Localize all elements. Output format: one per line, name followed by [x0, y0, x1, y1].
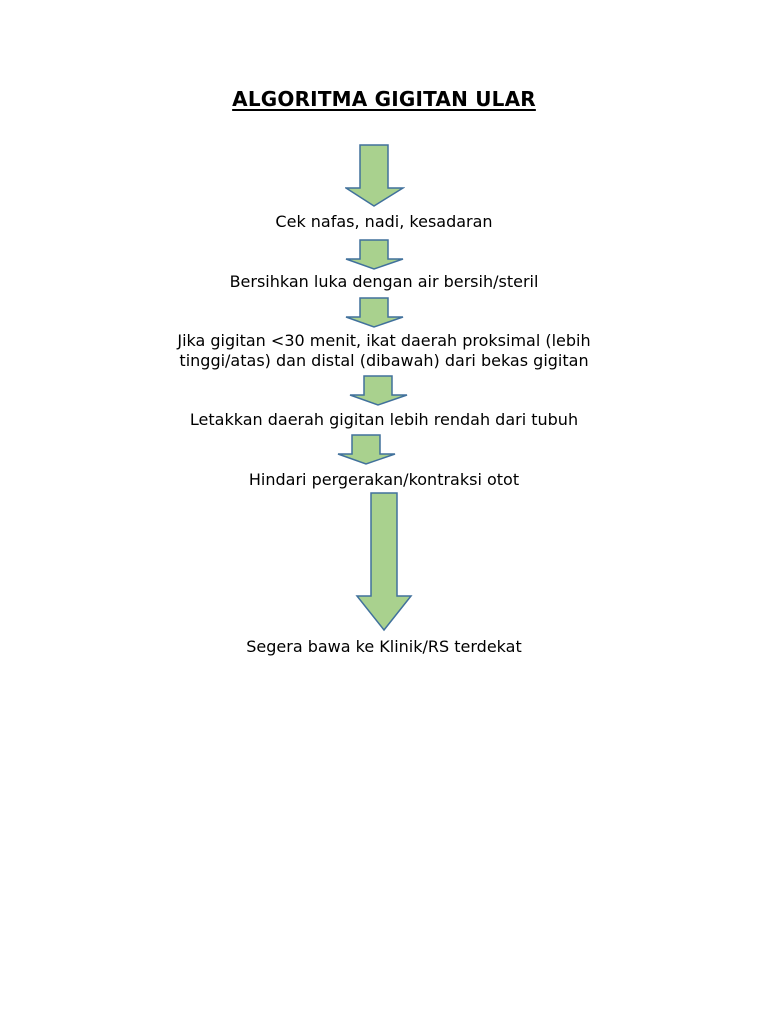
down-arrow-icon — [355, 492, 413, 632]
down-arrow-icon — [337, 434, 397, 466]
step-5-text: Hindari pergerakan/kontraksi otot — [248, 470, 520, 489]
down-arrow-icon — [345, 239, 405, 271]
step-6-text: Segera bawa ke Klinik/RS terdekat — [246, 637, 522, 656]
step-4-text: Letakkan daerah gigitan lebih rendah dari tubuh — [189, 410, 579, 429]
down-arrow-icon — [349, 375, 409, 407]
step-2-text: Bersihkan luka dengan air bersih/steril — [229, 272, 539, 291]
down-arrow-icon — [345, 297, 405, 329]
down-arrow-icon — [345, 144, 405, 208]
step-1-text: Cek nafas, nadi, kesadaran — [275, 212, 493, 231]
page-title: ALGORITMA GIGITAN ULAR — [232, 87, 536, 111]
step-3-text-line-2: tinggi/atas) dan distal (dibawah) dari bekas gigitan — [179, 351, 589, 370]
step-3-text-line-1: Jika gigitan <30 menit, ikat daerah proksimal (lebih — [177, 331, 591, 350]
